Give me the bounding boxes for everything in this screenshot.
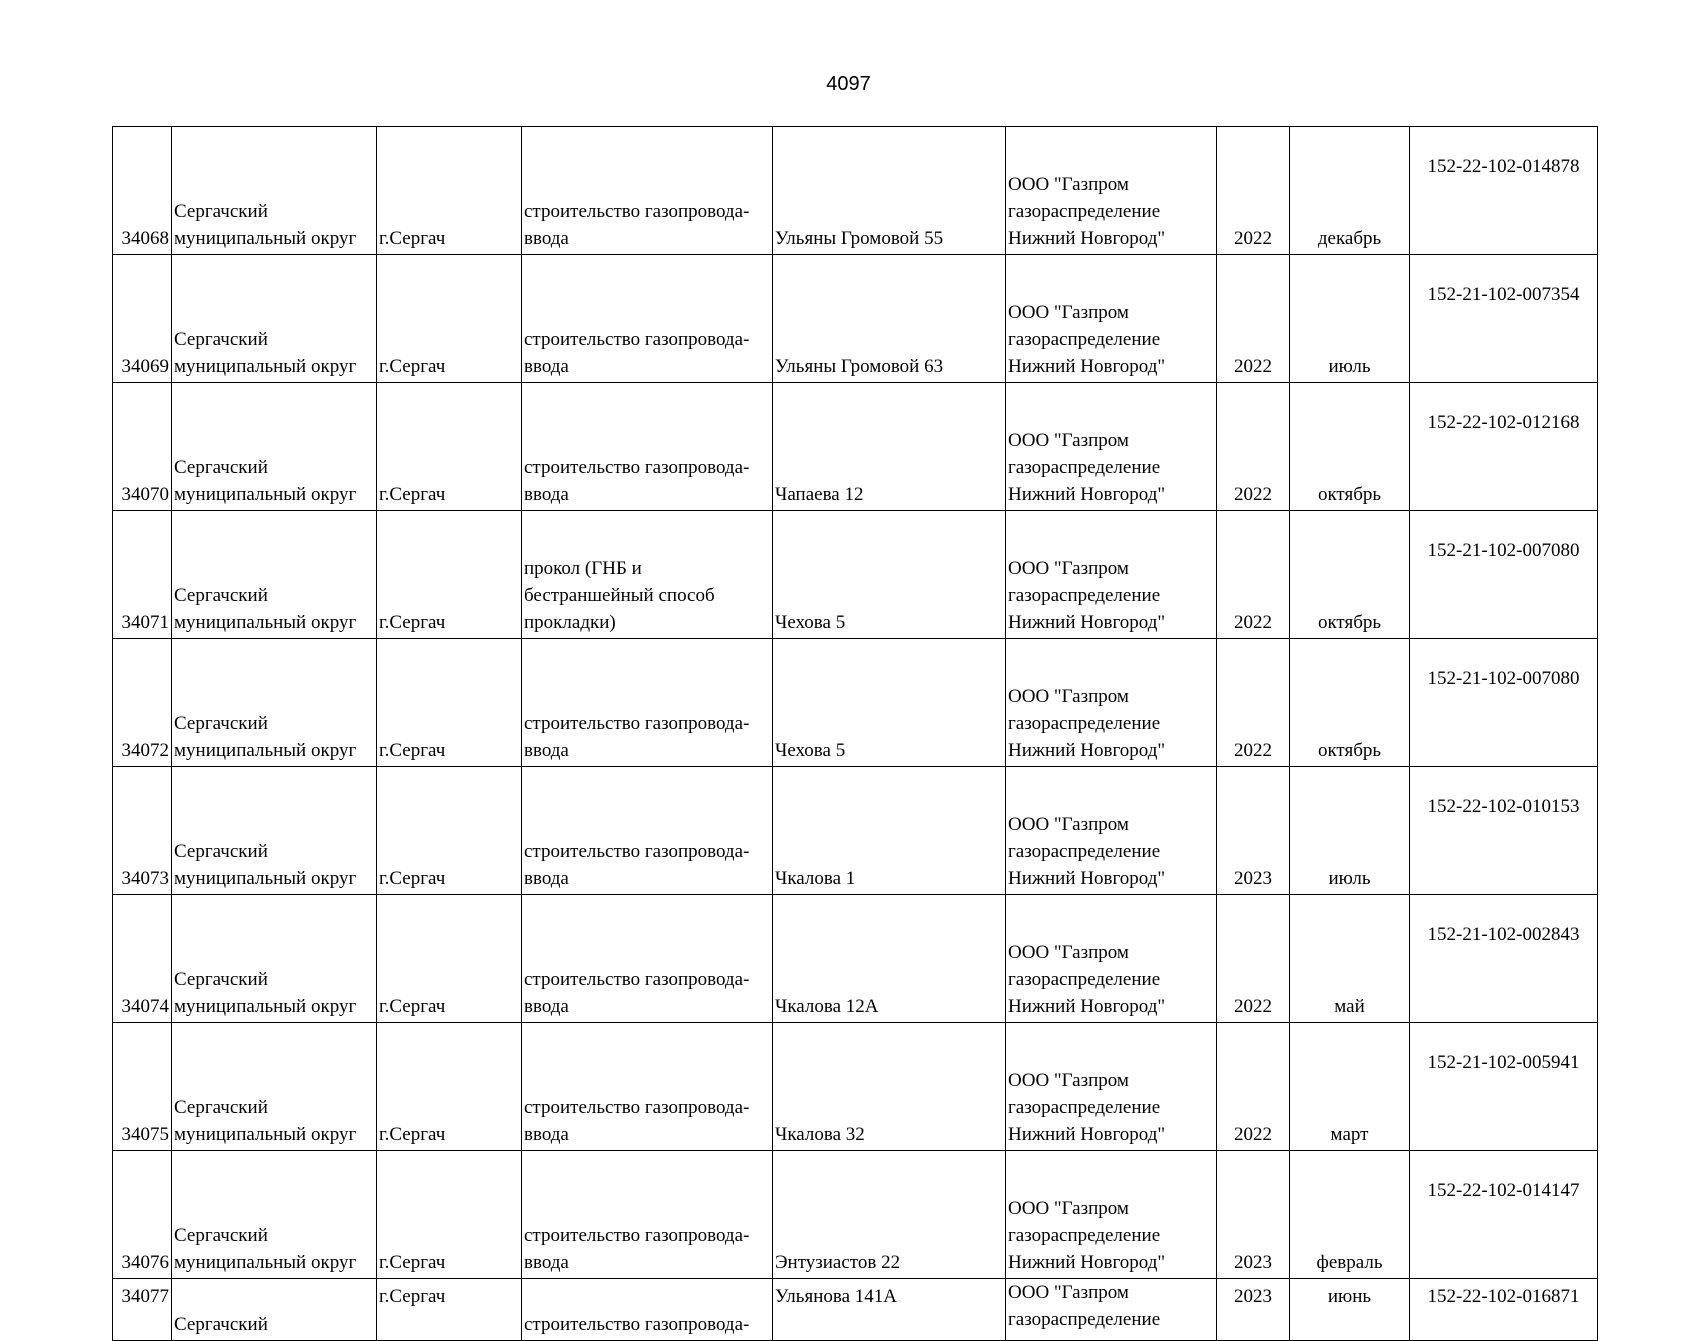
row-id: 34072: [113, 639, 172, 767]
table-row: [113, 511, 1598, 639]
code-cell: 152-22-102-014878: [1410, 127, 1598, 255]
organization-cell: ООО "Газпром газораспределение Нижний Новгород": [1006, 1023, 1217, 1151]
city-cell: г.Сергач: [377, 255, 522, 383]
address-cell: Энтузиастов 22: [773, 1151, 1006, 1279]
code-cell: 152-21-102-002843: [1410, 895, 1598, 1023]
organization-cell: ООО "Газпром газораспределение Нижний Новгород": [1006, 255, 1217, 383]
code-cell: 152-22-102-014147: [1410, 1151, 1598, 1279]
page-number: 4097: [826, 73, 871, 95]
table-row: [113, 1279, 1598, 1341]
month-cell: декабрь: [1290, 127, 1410, 255]
city-cell: г.Сергач: [377, 1151, 522, 1279]
month-cell: октябрь: [1290, 511, 1410, 639]
district-cell: Сергачский муниципальный округ: [172, 767, 377, 895]
organization-cell: ООО "Газпром газораспределение Нижний Новгород": [1006, 127, 1217, 255]
year-cell: 2022: [1217, 1023, 1290, 1151]
code-cell: 152-22-102-012168: [1410, 383, 1598, 511]
table-row: [113, 895, 1598, 1023]
organization-cell: ООО "Газпром газораспределение Нижний Новгород": [1006, 511, 1217, 639]
address-cell: Чкалова 1: [773, 767, 1006, 895]
work-type-cell: прокол (ГНБ и бестраншейный способ прокладки): [522, 511, 773, 639]
work-type-cell: строительство газопровода-: [522, 1279, 773, 1341]
month-cell: июль: [1290, 255, 1410, 383]
address-cell: Ульянова 141А: [773, 1279, 1006, 1341]
month-cell: февраль: [1290, 1151, 1410, 1279]
table-row: [113, 1151, 1598, 1279]
row-id: 34068: [113, 127, 172, 255]
row-id: 34077: [113, 1279, 172, 1341]
month-cell: май: [1290, 895, 1410, 1023]
code-cell: 152-22-102-016871: [1410, 1279, 1598, 1341]
district-cell: Сергачский муниципальный округ: [172, 383, 377, 511]
code-cell: 152-21-102-005941: [1410, 1023, 1598, 1151]
work-type-cell: строительство газопровода- ввода: [522, 383, 773, 511]
address-cell: Чехова 5: [773, 639, 1006, 767]
table-row: [113, 383, 1598, 511]
district-cell: Сергачский: [172, 1279, 377, 1341]
address-cell: Чапаева 12: [773, 383, 1006, 511]
year-cell: 2022: [1217, 895, 1290, 1023]
month-cell: октябрь: [1290, 639, 1410, 767]
table-row: [113, 1023, 1598, 1151]
row-id: 34069: [113, 255, 172, 383]
organization-cell: ООО "Газпром газораспределение Нижний Новгород": [1006, 767, 1217, 895]
district-cell: Сергачский муниципальный округ: [172, 895, 377, 1023]
month-cell: июль: [1290, 767, 1410, 895]
table-row: [113, 639, 1598, 767]
organization-cell: ООО "Газпром газораспределение Нижний Новгород": [1006, 1151, 1217, 1279]
table-row: [113, 255, 1598, 383]
year-cell: 2022: [1217, 383, 1290, 511]
address-cell: Чкалова 32: [773, 1023, 1006, 1151]
city-cell: г.Сергач: [377, 1279, 522, 1341]
table-body: [113, 127, 1598, 1341]
address-cell: Чкалова 12А: [773, 895, 1006, 1023]
address-cell: Ульяны Громовой 63: [773, 255, 1006, 383]
work-type-cell: строительство газопровода- ввода: [522, 895, 773, 1023]
year-cell: 2023: [1217, 767, 1290, 895]
city-cell: г.Сергач: [377, 127, 522, 255]
district-cell: Сергачский муниципальный округ: [172, 511, 377, 639]
year-cell: 2022: [1217, 639, 1290, 767]
year-cell: 2022: [1217, 255, 1290, 383]
row-id: 34073: [113, 767, 172, 895]
organization-cell: ООО "Газпром газораспределение Нижний Новгород": [1006, 895, 1217, 1023]
city-cell: г.Сергач: [377, 767, 522, 895]
month-cell: октябрь: [1290, 383, 1410, 511]
city-cell: г.Сергач: [377, 639, 522, 767]
work-type-cell: строительство газопровода- ввода: [522, 255, 773, 383]
address-cell: Чехова 5: [773, 511, 1006, 639]
table-row: [113, 767, 1598, 895]
year-cell: 2022: [1217, 511, 1290, 639]
work-type-cell: строительство газопровода- ввода: [522, 1151, 773, 1279]
row-id: 34074: [113, 895, 172, 1023]
organization-cell: ООО "Газпром газораспределение Нижний Новгород": [1006, 639, 1217, 767]
year-cell: 2023: [1217, 1151, 1290, 1279]
organization-cell: ООО "Газпром газораспределение: [1006, 1279, 1217, 1341]
table-row: [113, 127, 1598, 255]
district-cell: Сергачский муниципальный округ: [172, 127, 377, 255]
address-cell: Ульяны Громовой 55: [773, 127, 1006, 255]
city-cell: г.Сергач: [377, 511, 522, 639]
code-cell: 152-21-102-007354: [1410, 255, 1598, 383]
row-id: 34075: [113, 1023, 172, 1151]
row-id: 34070: [113, 383, 172, 511]
row-id: 34071: [113, 511, 172, 639]
district-cell: Сергачский муниципальный округ: [172, 639, 377, 767]
code-cell: 152-21-102-007080: [1410, 639, 1598, 767]
month-cell: июнь: [1290, 1279, 1410, 1341]
work-type-cell: строительство газопровода- ввода: [522, 639, 773, 767]
month-cell: март: [1290, 1023, 1410, 1151]
code-cell: 152-21-102-007080: [1410, 511, 1598, 639]
code-cell: 152-22-102-010153: [1410, 767, 1598, 895]
work-type-cell: строительство газопровода- ввода: [522, 767, 773, 895]
district-cell: Сергачский муниципальный округ: [172, 1151, 377, 1279]
district-cell: Сергачский муниципальный округ: [172, 1023, 377, 1151]
organization-cell: ООО "Газпром газораспределение Нижний Новгород": [1006, 383, 1217, 511]
row-id: 34076: [113, 1151, 172, 1279]
registry-table: [112, 126, 1598, 1341]
district-cell: Сергачский муниципальный округ: [172, 255, 377, 383]
year-cell: 2022: [1217, 127, 1290, 255]
city-cell: г.Сергач: [377, 383, 522, 511]
city-cell: г.Сергач: [377, 895, 522, 1023]
year-cell: 2023: [1217, 1279, 1290, 1341]
city-cell: г.Сергач: [377, 1023, 522, 1151]
work-type-cell: строительство газопровода- ввода: [522, 1023, 773, 1151]
work-type-cell: строительство газопровода- ввода: [522, 127, 773, 255]
